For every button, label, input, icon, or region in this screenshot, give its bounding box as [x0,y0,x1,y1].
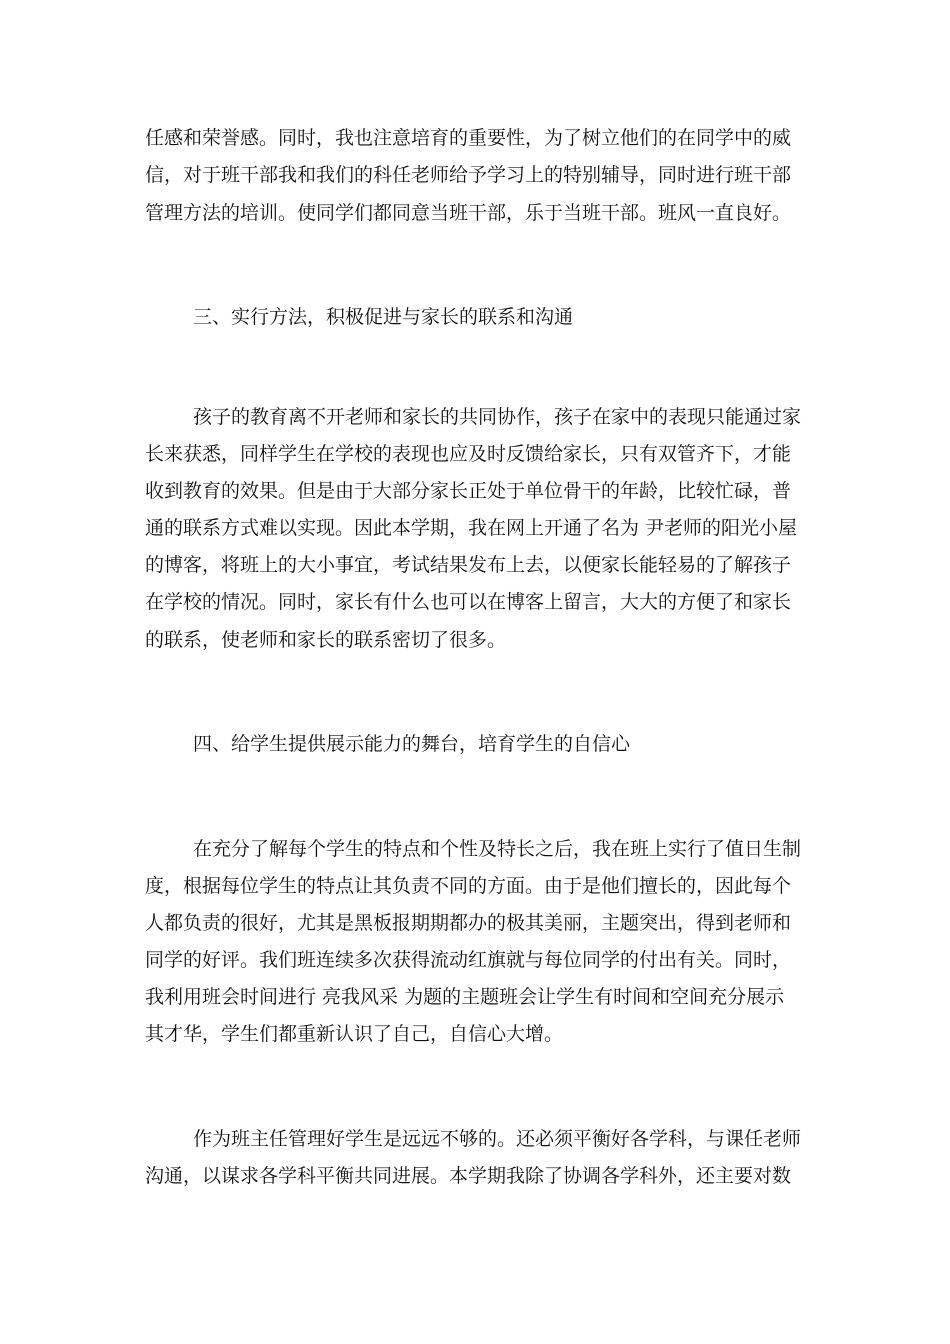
paragraph-line: 信，对于班干部我和我们的科任老师给予学习上的特别辅导，同时进行班干部 [145,164,792,186]
paragraph-line: 其才华，学生们都重新认识了自己，自信心大增。 [145,1023,564,1045]
paragraph-line: 的博客，将班上的大小事宜，考试结果发布上去，以便家长能轻易的了解孩子 [145,554,792,576]
paragraph-line: 人都负责的很好，尤其是黑板报期期都办的极其美丽，主题突出，得到老师和 [145,912,792,934]
paragraph-line: 收到教育的效果。但是由于大部分家长正处于单位骨干的年龄，比较忙碌，普 [145,480,792,502]
paragraph-line: 在学校的情况。同时，家长有什么也可以在博客上留言，大大的方便了和家长 [145,591,792,613]
paragraph-line: 同学的好评。我们班连续多次获得流动红旗就与每位同学的付出有关。同时， [145,949,792,971]
paragraph-line: 作为班主任管理好学生是远远不够的。还必须平衡好各学科，与课任老师 [193,1128,802,1150]
paragraph-line: 的联系，使老师和家长的联系密切了很多。 [145,629,507,651]
paragraph-line: 孩子的教育离不开老师和家长的共同协作，孩子在家中的表现只能通过家 [193,406,802,428]
section-heading: 四、给学生提供展示能力的舞台，培育学生的自信心 [193,733,631,755]
paragraph-line: 长来获悉，同样学生在学校的表现也应及时反馈给家长，只有双管齐下，才能 [145,443,792,465]
paragraph-line: 管理方法的培训。使同学们都同意当班干部，乐于当班干部。班风一直良好。 [145,202,792,224]
paragraph-line: 我利用班会时间进行 亮我风采 为题的主题班会让学生有时间和空间充分展示 [145,986,785,1008]
paragraph-line: 度，根据每位学生的特点让其负责不同的方面。由于是他们擅长的，因此每个 [145,875,792,897]
paragraph-line: 在充分了解每个学生的特点和个性及特长之后，我在班上实行了值日生制 [193,838,802,860]
section-heading: 三、实行方法，积极促进与家长的联系和沟通 [193,306,574,328]
paragraph-line: 任感和荣誉感。同时，我也注意培育的重要性，为了树立他们的在同学中的威 [145,127,792,149]
paragraph-line: 沟通，以谋求各学科平衡共同进展。本学期我除了协调各学科外，还主要对数 [145,1165,792,1187]
paragraph-line: 通的联系方式难以实现。因此本学期，我在网上开通了名为 尹老师的阳光小屋 [145,517,798,539]
